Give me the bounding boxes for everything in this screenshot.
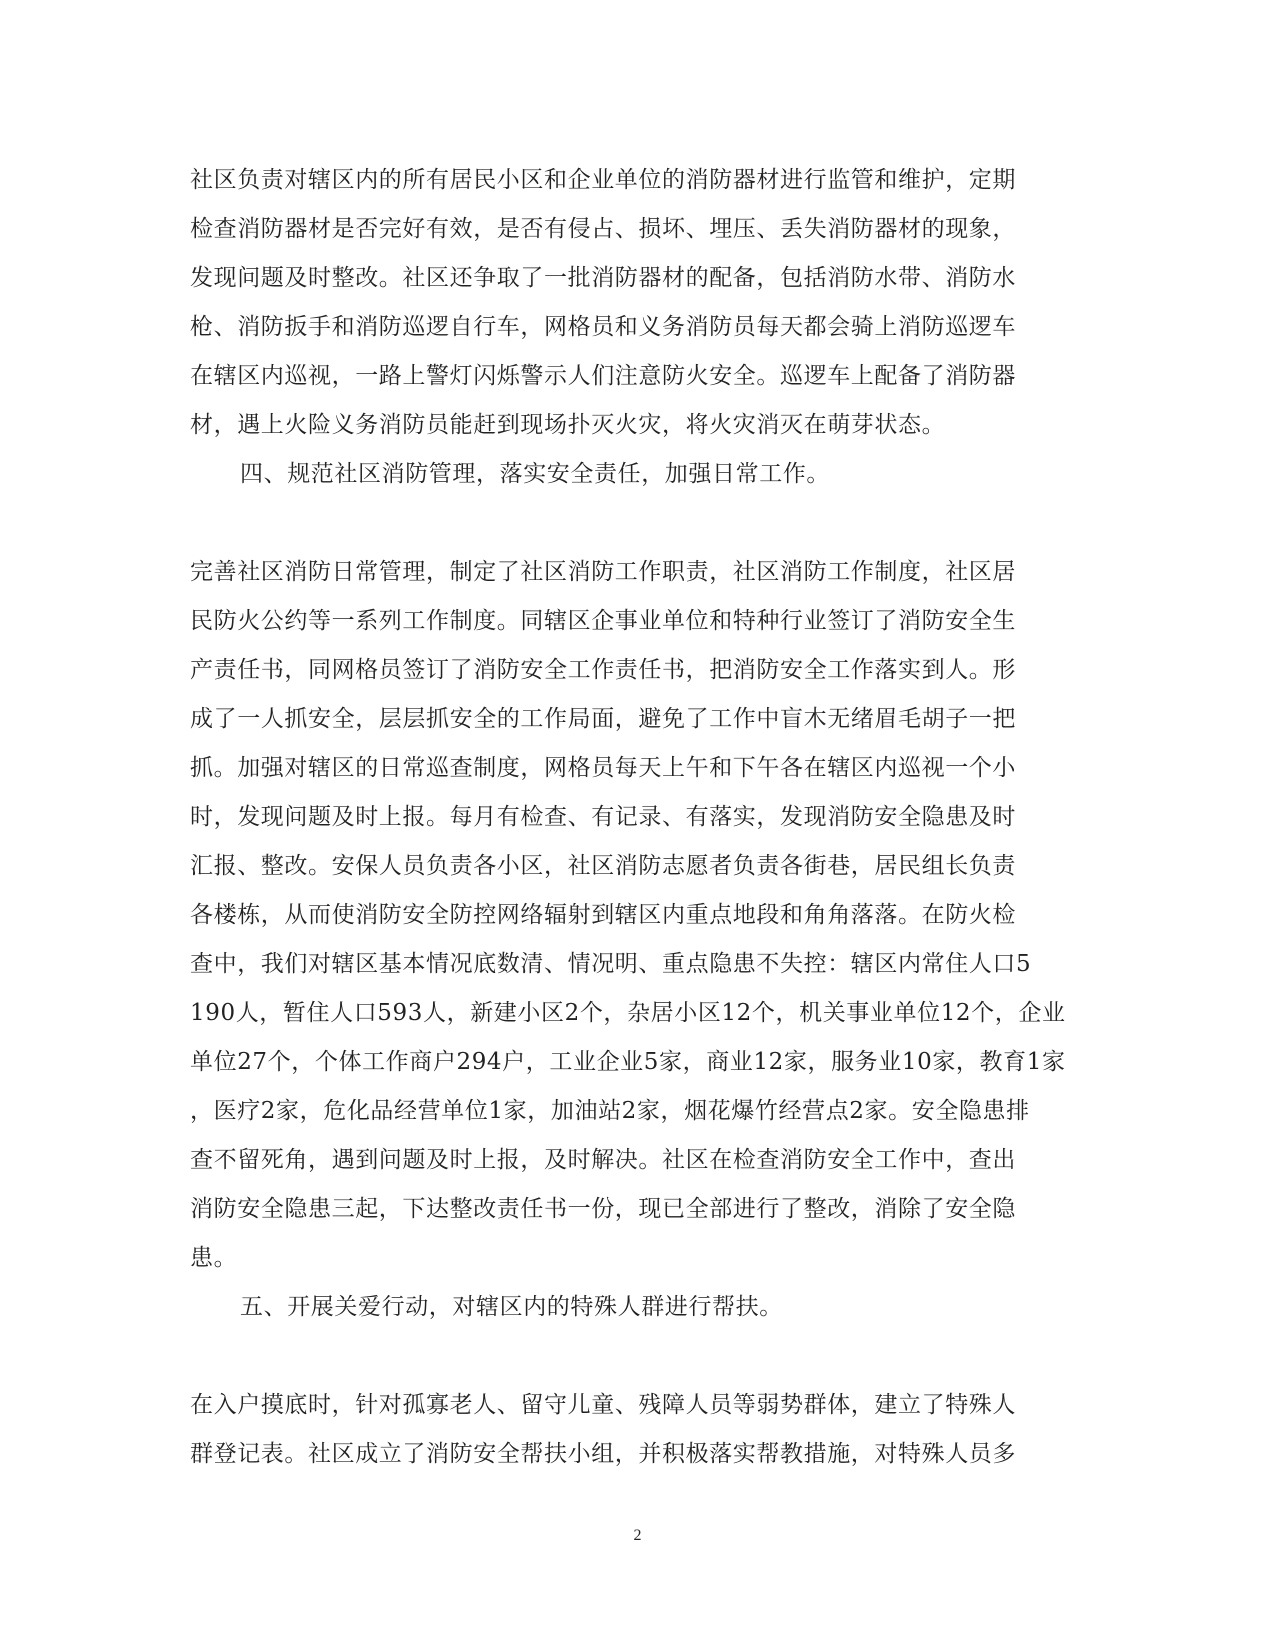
paragraph-gap <box>190 499 1070 548</box>
text-line: 时，发现问题及时上报。每月有检查、有记录、有落实，发现消防安全隐患及时 <box>190 804 1016 830</box>
text-line: 群登记表。社区成立了消防安全帮扶小组，并积极落实帮教措施，对特殊人员多 <box>190 1441 1016 1467</box>
text-line: 抓。加强对辖区的日常巡查制度，网格员每天上午和下午各在辖区内巡视一个小 <box>190 755 1016 781</box>
text-line: 在辖区内巡视，一路上警灯闪烁警示人们注意防火安全。巡逻车上配备了消防器 <box>190 363 1016 389</box>
text-line: 190人，暂住人口593人，新建小区2个，杂居小区12个，机关事业单位12个，企业 <box>190 1000 1066 1026</box>
paragraph <box>190 156 1070 450</box>
text-line: 产责任书，同网格员签订了消防安全工作责任书，把消防安全工作落实到人。形 <box>190 657 1016 683</box>
text-line: 民防火公约等一系列工作制度。同辖区企事业单位和特种行业签订了消防安全生 <box>190 608 1016 634</box>
text-line: 查不留死角，遇到问题及时上报，及时解决。社区在检查消防安全工作中，查出 <box>190 1147 1016 1173</box>
text-line: 消防安全隐患三起，下达整改责任书一份，现已全部进行了整改，消除了安全隐 <box>190 1196 1016 1222</box>
paragraph-gap <box>190 1332 1070 1381</box>
text-line: 发现问题及时整改。社区还争取了一批消防器材的配备，包括消防水带、消防水 <box>190 265 1016 291</box>
text-line: 检查消防器材是否完好有效，是否有侵占、损坏、埋压、丢失消防器材的现象， <box>190 216 1016 242</box>
text-line: 各楼栋，从而使消防安全防控网络辐射到辖区内重点地段和角角落落。在防火检 <box>190 902 1016 928</box>
section-heading: 五、开展关爱行动，对辖区内的特殊人群进行帮扶。 <box>240 1294 783 1320</box>
text-line: 查中，我们对辖区基本情况底数清、情况明、重点隐患不失控：辖区内常住人口5 <box>190 951 1032 977</box>
text-line: 社区负责对辖区内的所有居民小区和企业单位的消防器材进行监管和维护，定期 <box>190 167 1016 193</box>
text-line: 完善社区消防日常管理，制定了社区消防工作职责，社区消防工作制度，社区居 <box>190 559 1016 585</box>
text-line: 单位27个，个体工作商户294户，工业企业5家，商业12家，服务业10家，教育1家 <box>190 1049 1066 1075</box>
text-line: 材，遇上火险义务消防员能赶到现场扑灭火灾，将火灾消灭在萌芽状态。 <box>190 412 946 438</box>
text-line: 在入户摸底时，针对孤寡老人、留守儿童、残障人员等弱势群体，建立了特殊人 <box>190 1392 1016 1418</box>
page-number: 2 <box>633 1527 642 1544</box>
text-line: 患。 <box>190 1245 238 1271</box>
section-heading: 四、规范社区消防管理，落实安全责任，加强日常工作。 <box>240 461 830 487</box>
text-line: ，医疗2家，危化品经营单位1家，加油站2家，烟花爆竹经营点2家。安全隐患排 <box>190 1098 1030 1124</box>
paragraph <box>190 1381 1070 1479</box>
text-line: 枪、消防扳手和消防巡逻自行车，网格员和义务消防员每天都会骑上消防巡逻车 <box>190 314 1016 340</box>
text-line: 汇报、整改。安保人员负责各小区，社区消防志愿者负责各街巷，居民组长负责 <box>190 853 1016 879</box>
document-body <box>190 156 1070 1479</box>
text-line: 成了一人抓安全，层层抓安全的工作局面，避免了工作中盲木无绪眉毛胡子一把 <box>190 706 1016 732</box>
paragraph <box>190 548 1070 1283</box>
